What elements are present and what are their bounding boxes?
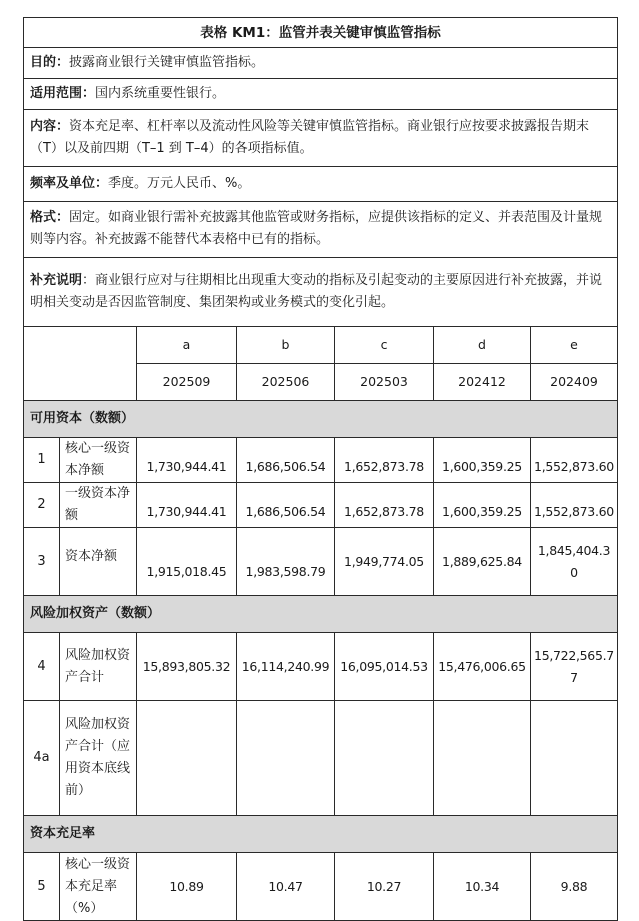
row-value bbox=[237, 701, 335, 816]
row-value: 10.27 bbox=[335, 853, 434, 921]
section-heading-rwa: 风险加权资产（数额） bbox=[24, 596, 618, 633]
row-value: 16,114,240.99 bbox=[237, 633, 335, 701]
column-letter: a bbox=[137, 327, 237, 364]
row-value: 1,600,359.25 bbox=[434, 438, 531, 483]
table-title: 表格 KM1：监管并表关键审慎监管指标 bbox=[24, 18, 618, 48]
row-label: 风险加权资产合计 bbox=[60, 633, 137, 701]
table-row bbox=[24, 483, 618, 528]
info-content bbox=[24, 110, 618, 167]
row-number: 2 bbox=[24, 483, 60, 528]
row-number: 4a bbox=[24, 701, 60, 816]
info-label: 适用范围： bbox=[30, 86, 96, 101]
row-value: 1,845,404.30 bbox=[531, 528, 618, 596]
info-label: 目的： bbox=[30, 55, 70, 70]
row-number: 4 bbox=[24, 633, 60, 701]
row-number: 1 bbox=[24, 438, 60, 483]
column-period: 202506 bbox=[237, 364, 335, 401]
column-letter: e bbox=[531, 327, 618, 364]
column-period: 202503 bbox=[335, 364, 434, 401]
row-value: 16,095,014.53 bbox=[335, 633, 434, 701]
row-value: 1,949,774.05 bbox=[335, 528, 434, 596]
info-label: 格式： bbox=[30, 210, 70, 225]
info-scope bbox=[24, 79, 618, 110]
row-value: 15,722,565.77 bbox=[531, 633, 618, 701]
info-text: 季度。万元人民币、%。 bbox=[108, 176, 251, 191]
row-label: 核心一级资本充足率（%） bbox=[60, 853, 137, 921]
header-blank bbox=[24, 327, 137, 401]
info-text: 披露商业银行关键审慎监管指标。 bbox=[69, 55, 265, 70]
table-row bbox=[24, 633, 618, 701]
row-value: 9.88 bbox=[531, 853, 618, 921]
row-value: 1,983,598.79 bbox=[237, 528, 335, 596]
row-value: 1,730,944.41 bbox=[137, 483, 237, 528]
row-value: 1,600,359.25 bbox=[434, 483, 531, 528]
column-period: 202412 bbox=[434, 364, 531, 401]
column-period: 202409 bbox=[531, 364, 618, 401]
row-number: 3 bbox=[24, 528, 60, 596]
row-value: 1,686,506.54 bbox=[237, 483, 335, 528]
row-value: 15,893,805.32 bbox=[137, 633, 237, 701]
row-value: 10.47 bbox=[237, 853, 335, 921]
info-text: 固定。如商业银行需补充披露其他监管或财务指标，应提供该指标的定义、并表范围及计量规则等内容。补充披露不能替代本表格中已有的指标。 bbox=[30, 210, 603, 247]
info-text: 资本充足率、杠杆率以及流动性风险等关键审慎监管指标。商业银行应按要求披露报告期末（T）以及前四期（T–1 到 T–4）的各项指标值。 bbox=[30, 119, 590, 156]
row-value bbox=[335, 701, 434, 816]
km1-table bbox=[23, 17, 618, 921]
row-value bbox=[137, 701, 237, 816]
row-label: 核心一级资本净额 bbox=[60, 438, 137, 483]
row-label: 资本净额 bbox=[60, 528, 137, 596]
column-letter: c bbox=[335, 327, 434, 364]
info-text: 国内系统重要性银行。 bbox=[95, 86, 226, 101]
row-label: 一级资本净额 bbox=[60, 483, 137, 528]
info-label: 频率及单位： bbox=[30, 176, 109, 191]
info-label: 内容： bbox=[30, 119, 70, 134]
section-heading-available-capital: 可用资本（数额） bbox=[24, 401, 618, 438]
row-value: 1,552,873.60 bbox=[531, 483, 618, 528]
row-value: 1,889,625.84 bbox=[434, 528, 531, 596]
row-value: 10.34 bbox=[434, 853, 531, 921]
row-value bbox=[434, 701, 531, 816]
section-heading-capital-adequacy: 资本充足率 bbox=[24, 816, 618, 853]
column-letter: d bbox=[434, 327, 531, 364]
row-value: 1,652,873.78 bbox=[335, 438, 434, 483]
info-format bbox=[24, 202, 618, 258]
table-row bbox=[24, 528, 618, 596]
row-value: 1,652,873.78 bbox=[335, 483, 434, 528]
row-value bbox=[531, 701, 618, 816]
km1-document bbox=[23, 17, 617, 921]
row-label: 风险加权资产合计（应用资本底线前） bbox=[60, 701, 137, 816]
row-value: 1,686,506.54 bbox=[237, 438, 335, 483]
info-supplement bbox=[24, 258, 618, 327]
column-period: 202509 bbox=[137, 364, 237, 401]
table-row bbox=[24, 701, 618, 816]
info-text: ：商业银行应对与往期相比出现重大变动的指标及引起变动的主要原因进行补充披露，并说明相关变动是否因监管制度、集团架构或业务模式的变化引起。 bbox=[30, 273, 603, 310]
row-value: 1,915,018.45 bbox=[137, 528, 237, 596]
column-letter: b bbox=[237, 327, 335, 364]
row-value: 10.89 bbox=[137, 853, 237, 921]
row-value: 15,476,006.65 bbox=[434, 633, 531, 701]
table-row bbox=[24, 438, 618, 483]
info-purpose bbox=[24, 48, 618, 79]
row-number: 5 bbox=[24, 853, 60, 921]
table-row bbox=[24, 853, 618, 921]
info-label: 补充说明 bbox=[30, 273, 83, 288]
info-frequency bbox=[24, 167, 618, 202]
row-value: 1,730,944.41 bbox=[137, 438, 237, 483]
row-value: 1,552,873.60 bbox=[531, 438, 618, 483]
